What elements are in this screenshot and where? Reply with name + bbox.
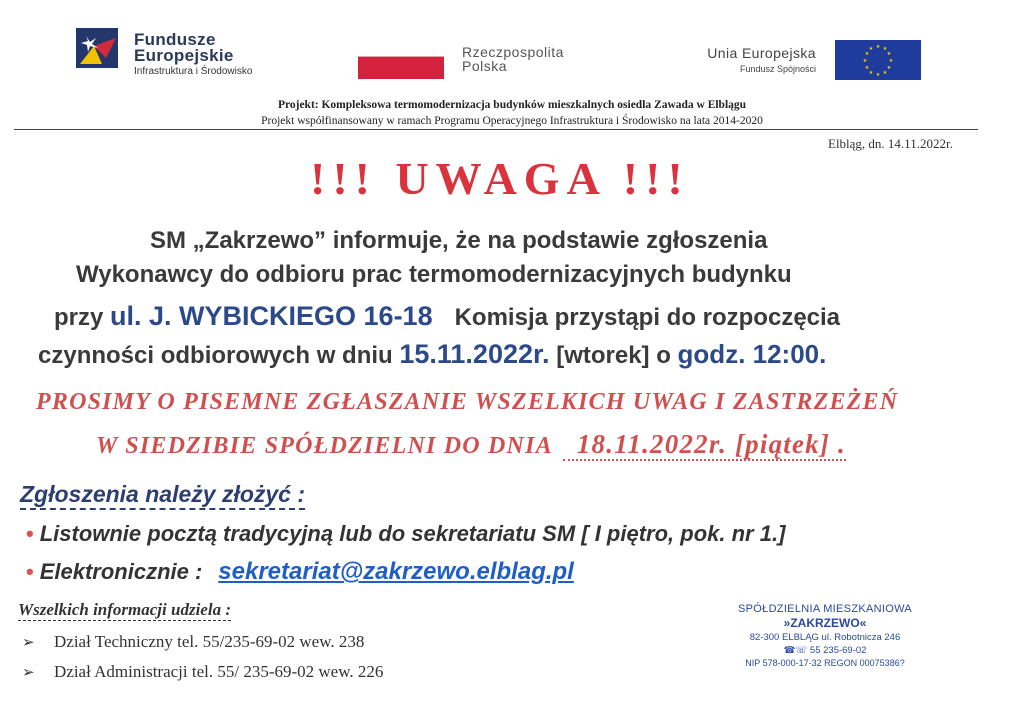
rzeczpospolita-text: [462, 45, 564, 73]
stamp-line2: »ZAKRZEWO«: [783, 616, 867, 630]
svg-text:★: ★: [886, 65, 892, 71]
svg-text:★: ★: [864, 51, 870, 57]
info-item-technical-text: Dział Techniczny tel. 55/235-69-02 wew. 238: [54, 632, 365, 651]
document-date: Elbląg, dn. 14.11.2022r.: [828, 136, 953, 151]
info-item-administration-text: Dział Administracji tel. 55/ 235-69-02 wew. 226: [54, 662, 384, 681]
submission-item-mail: [26, 521, 785, 547]
submission-item-email: [26, 558, 574, 586]
polish-flag-icon: [358, 56, 444, 79]
svg-text:★: ★: [886, 51, 892, 57]
deadline-date: 18.11.2022r. [piątek] .: [563, 429, 846, 461]
fundusze-text: [134, 32, 252, 80]
submissions-heading: Zgłoszenia należy złożyć :: [20, 481, 305, 510]
inspection-time: godz. 12:00.: [677, 339, 827, 369]
svg-text:★: ★: [868, 46, 874, 52]
notice-line1: SM „Zakrzewo” informuje, że na podstawie zgłoszenia: [150, 227, 768, 254]
building-address: ul. J. WYBICKIEGO 16-18: [110, 301, 433, 331]
svg-text:★: ★: [875, 44, 881, 50]
project-subtitle: Projekt współfinansowany w ramach Programu Operacyjnego Infrastruktura i Środowisko na lata 2014-2020: [261, 115, 763, 127]
notice-line4: [38, 339, 826, 370]
notice-line2: Wykonawcy do odbioru prac termomodernizacyjnych budynku: [76, 261, 792, 288]
notice-line3-pre: przy: [54, 304, 111, 331]
notice-line4-pre: czynności odbiorowych w dniu: [38, 342, 400, 369]
rp-line1: Rzeczpospolita: [462, 44, 564, 60]
submission-item-mail-text: Listownie pocztą tradycyjną lub do sekretariatu SM [ I piętro, pok. nr 1.]: [39, 521, 786, 546]
svg-text:★: ★: [888, 58, 894, 64]
svg-text:★: ★: [864, 65, 870, 71]
fundusze-line1: Fundusze: [134, 30, 216, 49]
header-divider: [14, 129, 978, 130]
notice-line3-post: Komisja przystąpi do rozpoczęcia: [454, 304, 841, 331]
fundusze-line3: Infrastruktura i Środowisko: [134, 66, 253, 77]
rp-line2: Polska: [462, 58, 508, 74]
unia-europejska-text: [664, 45, 816, 74]
notice-line4-mid: [wtorek] o: [549, 342, 678, 369]
request-line1: PROSIMY O PISEMNE ZGŁASZANIE WSZELKICH UWAG I ZASTRZEŻEŃ: [36, 389, 899, 415]
submission-item-email-label: Elektronicznie :: [39, 559, 203, 584]
stamp-line3: 82-300 ELBLĄG ul. Robotnicza 246: [749, 632, 901, 643]
info-heading: Wszelkich informacji udziela :: [18, 600, 231, 619]
fundusze-line2: Europejskie: [134, 46, 234, 65]
info-item-technical: [22, 632, 364, 652]
eu-flag-icon: [835, 40, 921, 80]
svg-text:★: ★: [882, 46, 888, 52]
uwaga-title: !!! UWAGA !!!: [310, 153, 690, 204]
request-line2-pre: W SIEDZIBIE SPÓŁDZIELNI DO DNIA: [96, 433, 553, 459]
fundusze-europejskie-logo: [76, 28, 118, 68]
svg-text:★: ★: [882, 70, 888, 76]
stamp-line5: NIP 578-000-17-32 REGON 00075386?: [745, 658, 905, 668]
arrow-bullet-icon: ➢: [22, 665, 35, 681]
email-link[interactable]: sekretariat@zakrzewo.elblag.pl: [218, 558, 574, 585]
request-line2: [96, 429, 846, 460]
ue-line2: Fundusz Spójności: [739, 64, 816, 74]
project-title: Projekt: Kompleksowa termomodernizacja budynków mieszkalnych osiedla Zawada w Elblągu: [277, 99, 747, 111]
inspection-date: 15.11.2022r.: [399, 339, 550, 369]
svg-text:★: ★: [868, 70, 874, 76]
notice-line3: [54, 301, 840, 332]
ue-line1: Unia Europejska: [707, 45, 816, 61]
bullet-icon: •: [26, 559, 34, 584]
svg-text:★: ★: [875, 72, 881, 78]
bullet-icon: •: [26, 521, 34, 546]
cooperative-stamp: [712, 603, 938, 668]
info-item-administration: [22, 662, 383, 682]
stamp-line4: ☎☏ 55 235-69-02: [783, 645, 867, 656]
arrow-bullet-icon: ➢: [22, 635, 35, 651]
stamp-line1: SPÓŁDZIELNIA MIESZKANIOWA: [738, 603, 912, 615]
svg-text:★: ★: [862, 58, 868, 64]
